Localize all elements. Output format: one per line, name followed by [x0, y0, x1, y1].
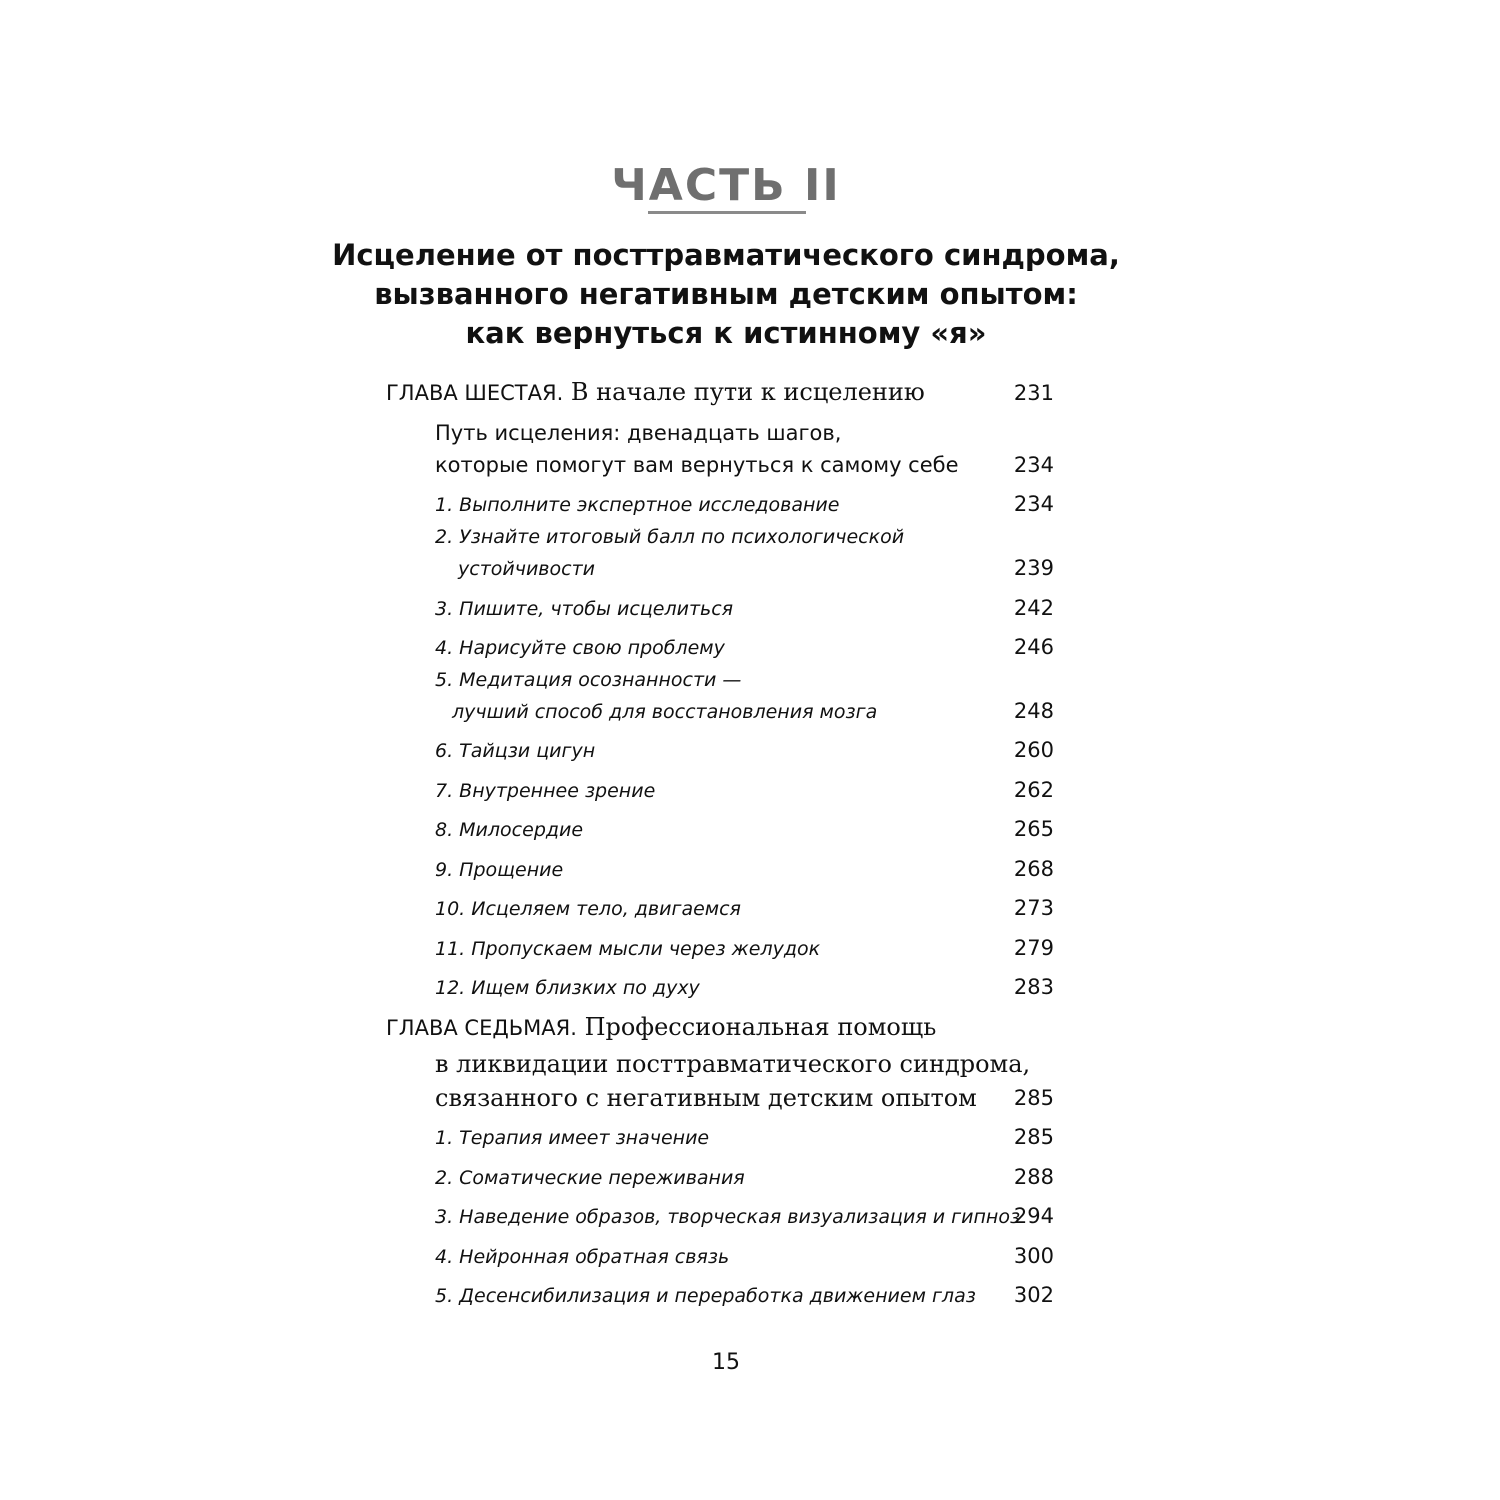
part-subtitle	[0, 236, 1452, 353]
toc-page-number: 246	[1013, 635, 1054, 659]
toc-item: 9. Прощение	[435, 859, 564, 881]
toc-item: 11. Пропускаем мысли через желудок	[435, 938, 821, 960]
toc-page-number: 285	[1013, 1086, 1054, 1110]
toc-item: 5. Медитация осознанности —	[435, 669, 742, 691]
toc-page-number: 231	[1013, 381, 1054, 405]
part-title: ЧАСТЬ II	[611, 160, 841, 211]
toc-item: 8. Милосердие	[435, 819, 584, 841]
toc-page-number: 300	[1013, 1244, 1054, 1268]
toc-item: 12. Ищем близких по духу	[435, 977, 700, 999]
toc-section-line: Путь исцеления: двенадцать шагов,	[435, 421, 842, 445]
toc-page-number: 285	[1013, 1125, 1054, 1149]
toc-page-number: 273	[1013, 896, 1054, 920]
toc-item: 6. Тайцзи цигун	[435, 740, 596, 762]
toc-item: 7. Внутреннее зрение	[435, 780, 656, 802]
part-subtitle-line: вызванного негативным детским опытом:	[374, 277, 1078, 311]
toc-chapter-7	[386, 1013, 936, 1041]
toc-item: 2. Соматические переживания	[435, 1167, 745, 1189]
toc-item-continuation: лучший способ для восстановления мозга	[452, 701, 878, 723]
chapter-title: Профессиональная помощь	[584, 1013, 937, 1041]
toc-page-number: 242	[1013, 596, 1054, 620]
toc-page-number: 279	[1013, 936, 1054, 960]
toc-item: 1. Выполните экспертное исследование	[435, 494, 840, 516]
toc-page-number: 294	[1013, 1204, 1054, 1228]
chapter-title: В начале пути к исцелению	[570, 378, 925, 406]
toc-page-number: 288	[1013, 1165, 1054, 1189]
toc-item-continuation: устойчивости	[458, 558, 595, 580]
toc-chapter-6	[386, 378, 925, 406]
chapter-label: ГЛАВА СЕДЬМАЯ.	[386, 1016, 577, 1040]
toc-page-number: 239	[1013, 556, 1054, 580]
toc-page-number: 268	[1013, 857, 1054, 881]
toc-item: 3. Пишите, чтобы исцелиться	[435, 598, 734, 620]
toc-item: 3. Наведение образов, творческая визуализация и гипноз	[435, 1206, 1021, 1228]
toc-item: 4. Нейронная обратная связь	[435, 1246, 730, 1268]
toc-item: 5. Десенсибилизация и переработка движением глаз	[435, 1285, 976, 1307]
part-subtitle-line: как вернуться к истинному «я»	[465, 316, 987, 350]
toc-page-number: 262	[1013, 778, 1054, 802]
chapter-title-continuation: связанного с негативным детским опытом	[435, 1084, 977, 1112]
toc-page-number: 283	[1013, 975, 1054, 999]
toc-page-number: 302	[1013, 1283, 1054, 1307]
chapter-title-continuation: в ликвидации посттравматического синдрома,	[435, 1050, 1031, 1078]
toc-page-number: 234	[1013, 453, 1054, 477]
toc-page-number: 265	[1013, 817, 1054, 841]
toc-section-line: которые помогут вам вернуться к самому себе	[435, 453, 959, 477]
page-number-footer: 15	[712, 1350, 740, 1375]
toc-item: 2. Узнайте итоговый балл по психологической	[435, 526, 905, 548]
toc-page-number: 260	[1013, 738, 1054, 762]
chapter-label: ГЛАВА ШЕСТАЯ.	[386, 381, 564, 405]
toc-item: 4. Нарисуйте свою проблему	[435, 637, 725, 659]
toc-item: 1. Терапия имеет значение	[435, 1127, 710, 1149]
toc-page-number: 234	[1013, 492, 1054, 516]
toc-page-number: 248	[1013, 699, 1054, 723]
part-title-underline	[648, 211, 806, 214]
toc-item: 10. Исцеляем тело, двигаемся	[435, 898, 741, 920]
part-subtitle-line: Исцеление от посттравматического синдрома,	[332, 238, 1120, 272]
